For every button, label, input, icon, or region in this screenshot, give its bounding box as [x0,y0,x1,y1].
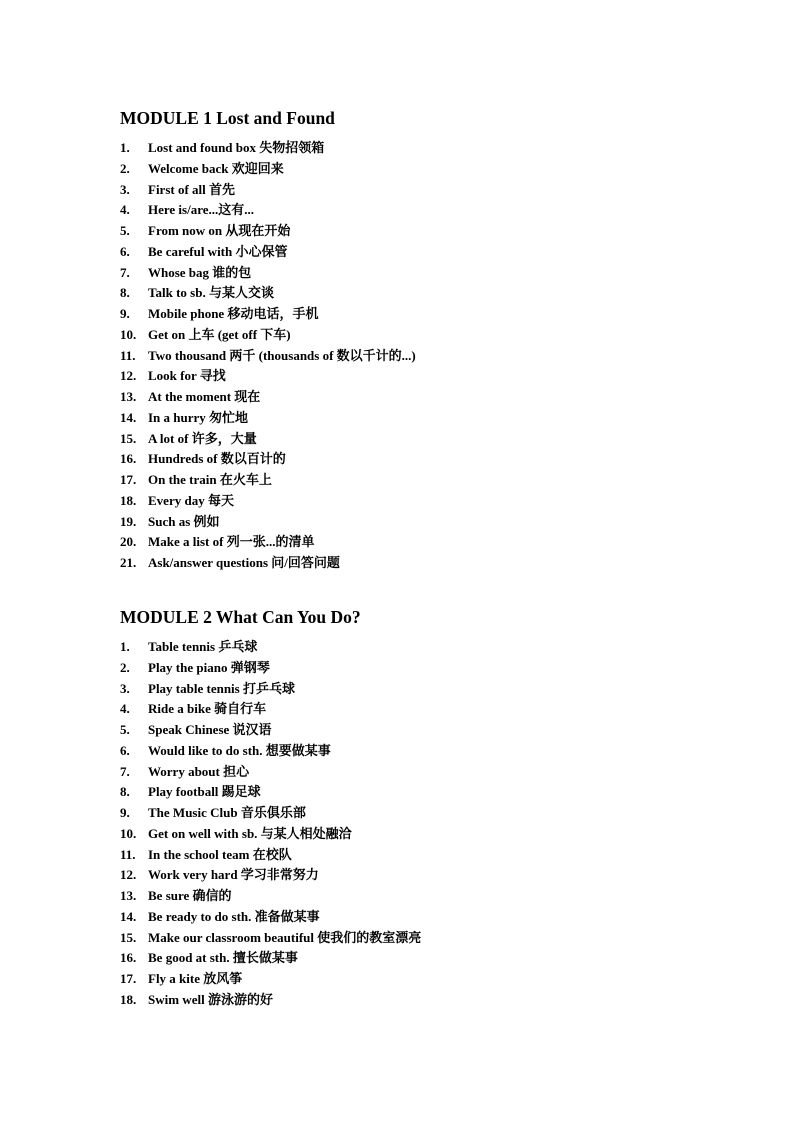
item-number: 12. [120,368,137,384]
item-text: Whose bag 谁的包 [148,264,252,280]
item-text: Look for 寻找 [148,368,226,384]
list-item [120,865,720,886]
item-text: Welcome back 欢迎回来 [148,160,284,176]
item-number: 3. [120,181,130,197]
vocab-list [120,138,720,574]
item-number: 12. [120,867,137,883]
item-text: Table tennis 乒乓球 [148,639,258,654]
item-number: 10. [120,825,137,841]
item-number: 21. [120,555,137,570]
item-text: Lost and found box 失物招领箱 [148,140,325,155]
list-item [120,512,720,533]
item-number: 11. [120,846,136,862]
item-text: Get on well with sb. 与某人相处融洽 [148,825,352,841]
list-item [120,387,720,408]
module-1-section [120,106,720,574]
item-text: Ride a bike 骑自行车 [148,701,267,717]
list-item [120,948,720,969]
item-number: 5. [120,722,130,737]
list-item [120,553,720,574]
item-text: From now on 从现在开始 [148,223,291,238]
item-text: In the school team 在校队 [148,846,292,862]
module-title: MODULE 1 Lost and Found [120,108,335,128]
list-item [120,824,720,845]
item-number: 4. [120,202,130,218]
item-text: Play the piano 弹钢琴 [148,659,270,675]
item-text: First of all 首先 [148,181,236,197]
list-item [120,679,720,700]
item-number: 15. [120,929,137,945]
item-text: Here is/are...这有... [148,202,255,218]
item-number: 8. [120,784,130,800]
item-number: 16. [120,451,137,467]
item-number: 3. [120,680,130,696]
item-text: Work very hard 学习非常努力 [148,867,319,883]
item-text: Be sure 确信的 [148,888,232,903]
item-text: Make a list of 列一张...的清单 [148,534,315,550]
list-item [120,159,720,180]
list-item [120,325,720,346]
vocab-list [120,637,720,1011]
item-text: Swim well 游泳游的好 [148,991,273,1007]
list-item [120,637,720,658]
list-item [120,845,720,866]
item-text: At the moment 现在 [148,389,261,404]
list-item [120,221,720,242]
item-text: Mobile phone 移动电话，手机 [148,306,319,321]
item-text: Be ready to do sth. 准备做某事 [148,908,320,924]
list-item [120,720,720,741]
list-item [120,200,720,221]
module-title: MODULE 2 What Can You Do? [120,607,361,627]
item-number: 18. [120,991,137,1007]
item-text: Such as 例如 [148,513,220,529]
item-number: 18. [120,492,137,508]
item-number: 6. [120,742,130,758]
item-text: Be good at sth. 擅长做某事 [148,950,298,966]
item-text: In a hurry 匆忙地 [148,409,249,425]
item-text: A lot of 许多，大量 [148,430,257,446]
list-item [120,242,720,263]
item-text: Every day 每天 [148,492,234,508]
item-number: 14. [120,409,137,425]
item-number: 20. [120,534,137,550]
list-item [120,969,720,990]
item-text: Get on 上车 (get off 下车) [148,326,291,342]
list-item [120,283,720,304]
list-item [120,346,720,367]
list-item [120,990,720,1011]
item-text: The Music Club 音乐俱乐部 [148,805,306,820]
list-item [120,886,720,907]
item-text: Be careful with 小心保管 [148,243,288,259]
item-text: Make our classroom beautiful 使我们的教室漂亮 [148,929,422,945]
item-text: Worry about 担心 [148,763,250,779]
item-number: 9. [120,306,130,321]
item-number: 1. [120,639,130,654]
list-item [120,429,720,450]
item-number: 9. [120,805,130,820]
item-number: 16. [120,950,137,966]
list-item [120,762,720,783]
item-text: Two thousand 两千 (thousands of 数以千计的...) [148,347,416,363]
list-item [120,408,720,429]
list-item [120,658,720,679]
item-text: Ask/answer questions 问/回答问题 [148,555,340,570]
item-number: 13. [120,888,137,903]
item-text: Fly a kite 放风筝 [148,971,243,986]
item-number: 10. [120,326,137,342]
item-number: 1. [120,140,130,155]
item-number: 2. [120,659,130,675]
list-item [120,366,720,387]
item-number: 8. [120,285,130,301]
module-2-section [120,605,720,1011]
item-number: 7. [120,264,130,280]
item-number: 4. [120,701,130,717]
list-item [120,304,720,325]
list-item [120,907,720,928]
list-item [120,532,720,553]
item-number: 5. [120,223,130,238]
list-item [120,699,720,720]
list-item [120,928,720,949]
item-number: 6. [120,243,130,259]
item-number: 15. [120,430,137,446]
list-item [120,491,720,512]
item-number: 11. [120,347,136,363]
item-text: Play table tennis 打乒乓球 [148,680,295,696]
list-item [120,449,720,470]
item-number: 14. [120,908,137,924]
list-item [120,470,720,491]
item-number: 17. [120,472,137,487]
list-item [120,803,720,824]
item-text: Hundreds of 数以百计的 [148,451,286,467]
item-number: 17. [120,971,137,986]
item-text: Talk to sb. 与某人交谈 [148,285,274,301]
item-number: 13. [120,389,137,404]
item-text: Speak Chinese 说汉语 [148,722,272,737]
item-text: Play football 踢足球 [148,784,261,800]
item-number: 19. [120,513,137,529]
item-number: 7. [120,763,130,779]
list-item [120,138,720,159]
list-item [120,180,720,201]
list-item [120,741,720,762]
item-text: On the train 在火车上 [148,472,272,487]
list-item [120,263,720,284]
item-number: 2. [120,160,130,176]
item-text: Would like to do sth. 想要做某事 [148,742,331,758]
list-item [120,782,720,803]
